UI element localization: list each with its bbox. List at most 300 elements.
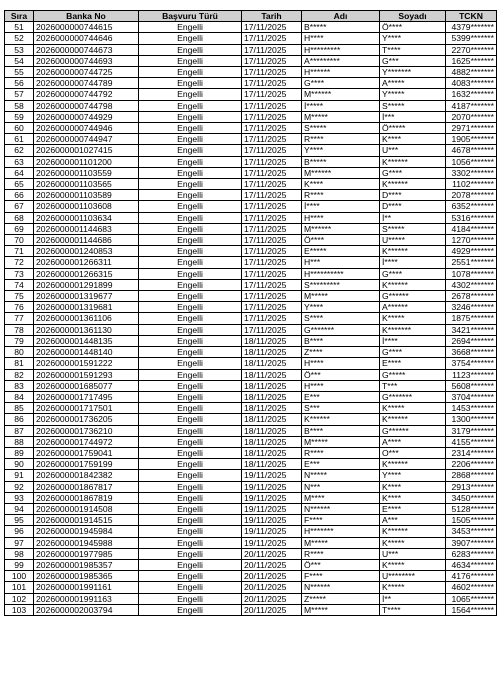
cell-sira: 75	[5, 291, 34, 302]
cell-sira: 65	[5, 179, 34, 190]
cell-basvuru-turu: Engelli	[139, 582, 242, 593]
cell-tckn: 2694*******	[446, 335, 497, 346]
cell-tckn: 6352*******	[446, 201, 497, 212]
cell-tarih: 19/11/2025	[242, 503, 302, 514]
cell-soyadi: K*****	[380, 403, 446, 414]
cell-sira: 73	[5, 268, 34, 279]
cell-basvuru-turu: Engelli	[139, 324, 242, 335]
cell-sira: 96	[5, 526, 34, 537]
cell-soyadi: Ö*****	[380, 123, 446, 134]
cell-sira: 59	[5, 111, 34, 122]
table-row	[5, 559, 497, 570]
cell-banka-no: 2026000001759199	[34, 459, 139, 470]
cell-adi: H**********	[302, 268, 380, 279]
table-row	[5, 190, 497, 201]
cell-basvuru-turu: Engelli	[139, 335, 242, 346]
cell-soyadi: İ**	[380, 593, 446, 604]
cell-tckn: 6283*******	[446, 548, 497, 559]
cell-sira: 55	[5, 67, 34, 78]
cell-basvuru-turu: Engelli	[139, 167, 242, 178]
cell-basvuru-turu: Engelli	[139, 470, 242, 481]
table-row	[5, 167, 497, 178]
cell-tckn: 4187*******	[446, 100, 497, 111]
cell-banka-no: 2026000001736210	[34, 425, 139, 436]
cell-sira: 97	[5, 537, 34, 548]
cell-soyadi: K******	[380, 414, 446, 425]
cell-banka-no: 2026000001991163	[34, 593, 139, 604]
cell-soyadi: D****	[380, 201, 446, 212]
cell-tarih: 17/11/2025	[242, 223, 302, 234]
table-row	[5, 268, 497, 279]
table-row	[5, 492, 497, 503]
cell-sira: 66	[5, 190, 34, 201]
cell-soyadi: İ****	[380, 257, 446, 268]
cell-basvuru-turu: Engelli	[139, 436, 242, 447]
cell-basvuru-turu: Engelli	[139, 593, 242, 604]
cell-soyadi: G*****	[380, 369, 446, 380]
cell-banka-no: 2026000000744646	[34, 33, 139, 44]
cell-banka-no: 2026000000744615	[34, 22, 139, 33]
table-row	[5, 515, 497, 526]
cell-sira: 79	[5, 335, 34, 346]
cell-tarih: 17/11/2025	[242, 156, 302, 167]
cell-sira: 68	[5, 212, 34, 223]
cell-tckn: 2971*******	[446, 123, 497, 134]
cell-soyadi: K****	[380, 492, 446, 503]
cell-banka-no: 2026000001144683	[34, 223, 139, 234]
cell-tarih: 17/11/2025	[242, 111, 302, 122]
cell-basvuru-turu: Engelli	[139, 246, 242, 257]
cell-tarih: 17/11/2025	[242, 67, 302, 78]
table-row	[5, 201, 497, 212]
cell-tckn: 1505*******	[446, 515, 497, 526]
cell-soyadi: A***	[380, 515, 446, 526]
header-tckn: TCKN	[446, 11, 497, 22]
table-row	[5, 179, 497, 190]
cell-banka-no: 2026000001591293	[34, 369, 139, 380]
table-body	[5, 22, 497, 616]
cell-soyadi: K*****	[380, 313, 446, 324]
cell-sira: 83	[5, 380, 34, 391]
cell-tckn: 2314*******	[446, 447, 497, 458]
cell-soyadi: Y****	[380, 33, 446, 44]
table-row	[5, 380, 497, 391]
table-row	[5, 33, 497, 44]
header-adi: Adı	[302, 11, 380, 22]
cell-basvuru-turu: Engelli	[139, 537, 242, 548]
cell-tarih: 19/11/2025	[242, 470, 302, 481]
cell-banka-no: 2026000000744789	[34, 78, 139, 89]
cell-soyadi: T****	[380, 604, 446, 615]
cell-tarih: 19/11/2025	[242, 481, 302, 492]
table-row	[5, 67, 497, 78]
cell-sira: 58	[5, 100, 34, 111]
cell-banka-no: 2026000001991161	[34, 582, 139, 593]
cell-adi: H****	[302, 358, 380, 369]
cell-basvuru-turu: Engelli	[139, 201, 242, 212]
cell-sira: 102	[5, 593, 34, 604]
cell-tckn: 1905*******	[446, 134, 497, 145]
table-row	[5, 223, 497, 234]
cell-adi: Y****	[302, 145, 380, 156]
cell-adi: R****	[302, 190, 380, 201]
cell-tckn: 1300*******	[446, 414, 497, 425]
cell-sira: 62	[5, 145, 34, 156]
cell-banka-no: 2026000001266315	[34, 268, 139, 279]
cell-sira: 80	[5, 347, 34, 358]
cell-tckn: 3668*******	[446, 347, 497, 358]
cell-tckn: 4155*******	[446, 436, 497, 447]
cell-basvuru-turu: Engelli	[139, 481, 242, 492]
cell-soyadi: Ö****	[380, 22, 446, 33]
cell-adi: K******	[302, 414, 380, 425]
cell-soyadi: S*****	[380, 100, 446, 111]
cell-tckn: 5316*******	[446, 212, 497, 223]
cell-tckn: 4929*******	[446, 246, 497, 257]
cell-banka-no: 2026000000744673	[34, 44, 139, 55]
cell-soyadi: U********	[380, 571, 446, 582]
cell-tarih: 18/11/2025	[242, 347, 302, 358]
cell-soyadi: G*******	[380, 391, 446, 402]
cell-basvuru-turu: Engelli	[139, 447, 242, 458]
cell-tckn: 1270*******	[446, 235, 497, 246]
cell-tarih: 20/11/2025	[242, 559, 302, 570]
cell-sira: 91	[5, 470, 34, 481]
cell-basvuru-turu: Engelli	[139, 380, 242, 391]
cell-tarih: 17/11/2025	[242, 291, 302, 302]
cell-soyadi: K*****	[380, 582, 446, 593]
cell-adi: N******	[302, 582, 380, 593]
cell-adi: Z*****	[302, 593, 380, 604]
cell-tarih: 20/11/2025	[242, 593, 302, 604]
cell-banka-no: 2026000001977985	[34, 548, 139, 559]
cell-sira: 56	[5, 78, 34, 89]
cell-soyadi: E****	[380, 358, 446, 369]
cell-basvuru-turu: Engelli	[139, 279, 242, 290]
cell-banka-no: 2026000000744929	[34, 111, 139, 122]
cell-tckn: 4379*******	[446, 22, 497, 33]
cell-tarih: 20/11/2025	[242, 548, 302, 559]
cell-tckn: 5608*******	[446, 380, 497, 391]
table-row	[5, 503, 497, 514]
cell-soyadi: Y*******	[380, 67, 446, 78]
cell-adi: R****	[302, 447, 380, 458]
table-row	[5, 425, 497, 436]
cell-sira: 85	[5, 403, 34, 414]
cell-tckn: 2913*******	[446, 481, 497, 492]
cell-soyadi: K******	[380, 156, 446, 167]
table-row	[5, 212, 497, 223]
cell-tckn: 2070*******	[446, 111, 497, 122]
cell-tckn: 3302*******	[446, 167, 497, 178]
cell-banka-no: 2026000001736205	[34, 414, 139, 425]
table-row	[5, 604, 497, 615]
cell-adi: Y****	[302, 302, 380, 313]
cell-tckn: 4176*******	[446, 571, 497, 582]
cell-tckn: 1632*******	[446, 89, 497, 100]
cell-basvuru-turu: Engelli	[139, 89, 242, 100]
cell-basvuru-turu: Engelli	[139, 503, 242, 514]
cell-basvuru-turu: Engelli	[139, 22, 242, 33]
cell-banka-no: 2026000000744798	[34, 100, 139, 111]
cell-banka-no: 2026000001101200	[34, 156, 139, 167]
table-row	[5, 22, 497, 33]
cell-adi: H******	[302, 67, 380, 78]
cell-banka-no: 2026000001361130	[34, 324, 139, 335]
cell-banka-no: 2026000002003794	[34, 604, 139, 615]
cell-sira: 70	[5, 235, 34, 246]
cell-tarih: 17/11/2025	[242, 55, 302, 66]
cell-soyadi: G******	[380, 291, 446, 302]
header-sira: Sıra	[5, 11, 34, 22]
table-row	[5, 470, 497, 481]
cell-adi: M****	[302, 492, 380, 503]
cell-soyadi: K*****	[380, 559, 446, 570]
table-row	[5, 302, 497, 313]
cell-tarih: 18/11/2025	[242, 436, 302, 447]
cell-soyadi: U***	[380, 548, 446, 559]
cell-soyadi: U***	[380, 145, 446, 156]
cell-banka-no: 2026000001717495	[34, 391, 139, 402]
cell-tckn: 4882*******	[446, 67, 497, 78]
cell-banka-no: 2026000001361106	[34, 313, 139, 324]
cell-basvuru-turu: Engelli	[139, 55, 242, 66]
cell-adi: İ****	[302, 201, 380, 212]
cell-sira: 84	[5, 391, 34, 402]
table-row	[5, 335, 497, 346]
cell-basvuru-turu: Engelli	[139, 78, 242, 89]
cell-sira: 52	[5, 33, 34, 44]
cell-basvuru-turu: Engelli	[139, 548, 242, 559]
cell-adi: N******	[302, 503, 380, 514]
cell-tckn: 1875*******	[446, 313, 497, 324]
cell-tckn: 4302*******	[446, 279, 497, 290]
cell-basvuru-turu: Engelli	[139, 134, 242, 145]
cell-adi: S*********	[302, 279, 380, 290]
cell-tckn: 1453*******	[446, 403, 497, 414]
cell-adi: H****	[302, 380, 380, 391]
cell-tarih: 17/11/2025	[242, 145, 302, 156]
cell-adi: A*********	[302, 55, 380, 66]
cell-sira: 100	[5, 571, 34, 582]
cell-tckn: 2868*******	[446, 470, 497, 481]
cell-tarih: 19/11/2025	[242, 537, 302, 548]
cell-tckn: 3704*******	[446, 391, 497, 402]
table-row	[5, 111, 497, 122]
cell-banka-no: 2026000000744792	[34, 89, 139, 100]
cell-tarih: 18/11/2025	[242, 369, 302, 380]
table-row	[5, 347, 497, 358]
cell-banka-no: 2026000001319681	[34, 302, 139, 313]
cell-soyadi: K******	[380, 179, 446, 190]
cell-basvuru-turu: Engelli	[139, 571, 242, 582]
cell-tarih: 17/11/2025	[242, 257, 302, 268]
table-row	[5, 369, 497, 380]
cell-basvuru-turu: Engelli	[139, 100, 242, 111]
cell-sira: 69	[5, 223, 34, 234]
cell-banka-no: 2026000001685077	[34, 380, 139, 391]
cell-sira: 101	[5, 582, 34, 593]
cell-basvuru-turu: Engelli	[139, 347, 242, 358]
cell-tarih: 17/11/2025	[242, 313, 302, 324]
cell-adi: M******	[302, 89, 380, 100]
cell-basvuru-turu: Engelli	[139, 459, 242, 470]
cell-soyadi: O***	[380, 447, 446, 458]
cell-sira: 74	[5, 279, 34, 290]
cell-soyadi: K****	[380, 481, 446, 492]
cell-basvuru-turu: Engelli	[139, 212, 242, 223]
table-row	[5, 391, 497, 402]
header-banka-no: Banka No	[34, 11, 139, 22]
cell-tckn: 3450*******	[446, 492, 497, 503]
cell-adi: G****	[302, 78, 380, 89]
cell-soyadi: İ**	[380, 212, 446, 223]
header-row	[5, 11, 497, 22]
cell-banka-no: 2026000001319677	[34, 291, 139, 302]
cell-tckn: 3907*******	[446, 537, 497, 548]
cell-adi: M*****	[302, 436, 380, 447]
cell-soyadi: S*****	[380, 223, 446, 234]
cell-banka-no: 2026000000744946	[34, 123, 139, 134]
cell-sira: 57	[5, 89, 34, 100]
cell-adi: Z****	[302, 347, 380, 358]
cell-basvuru-turu: Engelli	[139, 526, 242, 537]
cell-adi: E***	[302, 391, 380, 402]
cell-banka-no: 2026000001291899	[34, 279, 139, 290]
cell-tarih: 18/11/2025	[242, 459, 302, 470]
table-row	[5, 123, 497, 134]
cell-sira: 60	[5, 123, 34, 134]
table-row	[5, 459, 497, 470]
cell-tckn: 4083*******	[446, 78, 497, 89]
cell-banka-no: 2026000001103559	[34, 167, 139, 178]
cell-banka-no: 2026000001867817	[34, 481, 139, 492]
cell-tckn: 5128*******	[446, 503, 497, 514]
cell-sira: 81	[5, 358, 34, 369]
table-row	[5, 134, 497, 145]
cell-adi: H*********	[302, 44, 380, 55]
cell-sira: 86	[5, 414, 34, 425]
cell-tckn: 1123*******	[446, 369, 497, 380]
cell-sira: 63	[5, 156, 34, 167]
cell-tckn: 1102*******	[446, 179, 497, 190]
cell-soyadi: G***	[380, 55, 446, 66]
cell-banka-no: 2026000001103589	[34, 190, 139, 201]
cell-tckn: 2078*******	[446, 190, 497, 201]
cell-sira: 90	[5, 459, 34, 470]
cell-sira: 93	[5, 492, 34, 503]
cell-basvuru-turu: Engelli	[139, 33, 242, 44]
cell-soyadi: U*****	[380, 235, 446, 246]
cell-tckn: 1065*******	[446, 593, 497, 604]
cell-tarih: 17/11/2025	[242, 212, 302, 223]
cell-soyadi: K*****	[380, 537, 446, 548]
cell-tckn: 1056*******	[446, 156, 497, 167]
cell-adi: M*****	[302, 291, 380, 302]
header-tarih: Tarih	[242, 11, 302, 22]
cell-basvuru-turu: Engelli	[139, 358, 242, 369]
header-basvuru-turu: Başvuru Türü	[139, 11, 242, 22]
cell-adi: H***	[302, 257, 380, 268]
cell-tarih: 17/11/2025	[242, 123, 302, 134]
table-row	[5, 358, 497, 369]
cell-banka-no: 2026000001448140	[34, 347, 139, 358]
cell-banka-no: 2026000001867819	[34, 492, 139, 503]
cell-tarih: 17/11/2025	[242, 190, 302, 201]
cell-tckn: 4678*******	[446, 145, 497, 156]
table-row	[5, 403, 497, 414]
cell-sira: 95	[5, 515, 34, 526]
cell-soyadi: Y*****	[380, 89, 446, 100]
cell-banka-no: 2026000001591222	[34, 358, 139, 369]
cell-tarih: 18/11/2025	[242, 447, 302, 458]
cell-sira: 67	[5, 201, 34, 212]
cell-tarih: 17/11/2025	[242, 324, 302, 335]
cell-tarih: 17/11/2025	[242, 268, 302, 279]
cell-tarih: 17/11/2025	[242, 302, 302, 313]
cell-adi: M******	[302, 167, 380, 178]
cell-basvuru-turu: Engelli	[139, 223, 242, 234]
cell-banka-no: 2026000001103634	[34, 212, 139, 223]
cell-soyadi: G****	[380, 347, 446, 358]
cell-adi: F****	[302, 515, 380, 526]
cell-basvuru-turu: Engelli	[139, 414, 242, 425]
cell-adi: H****	[302, 212, 380, 223]
cell-soyadi: G****	[380, 268, 446, 279]
cell-tarih: 18/11/2025	[242, 335, 302, 346]
cell-soyadi: T***	[380, 380, 446, 391]
cell-adi: M******	[302, 223, 380, 234]
cell-tarih: 17/11/2025	[242, 89, 302, 100]
cell-sira: 76	[5, 302, 34, 313]
table-row	[5, 481, 497, 492]
table-row	[5, 571, 497, 582]
table-row	[5, 156, 497, 167]
cell-tarih: 18/11/2025	[242, 425, 302, 436]
cell-tarih: 18/11/2025	[242, 414, 302, 425]
table-row	[5, 582, 497, 593]
cell-adi: G*******	[302, 324, 380, 335]
cell-soyadi: K******	[380, 279, 446, 290]
table-row	[5, 257, 497, 268]
cell-adi: S****	[302, 313, 380, 324]
cell-basvuru-turu: Engelli	[139, 291, 242, 302]
cell-tarih: 18/11/2025	[242, 391, 302, 402]
cell-tarih: 17/11/2025	[242, 246, 302, 257]
cell-adi: R****	[302, 134, 380, 145]
cell-soyadi: A*****	[380, 78, 446, 89]
cell-soyadi: K******	[380, 246, 446, 257]
cell-tarih: 17/11/2025	[242, 235, 302, 246]
cell-banka-no: 2026000001266311	[34, 257, 139, 268]
cell-tckn: 3179*******	[446, 425, 497, 436]
cell-adi: B****	[302, 425, 380, 436]
cell-banka-no: 2026000001985365	[34, 571, 139, 582]
cell-banka-no: 2026000001842382	[34, 470, 139, 481]
cell-adi: M*****	[302, 111, 380, 122]
cell-basvuru-turu: Engelli	[139, 123, 242, 134]
cell-basvuru-turu: Engelli	[139, 403, 242, 414]
cell-tckn: 2678*******	[446, 291, 497, 302]
cell-adi: S*****	[302, 123, 380, 134]
cell-adi: Ö****	[302, 235, 380, 246]
cell-adi: M*****	[302, 537, 380, 548]
cell-tarih: 17/11/2025	[242, 33, 302, 44]
cell-soyadi: Y****	[380, 470, 446, 481]
cell-adi: F****	[302, 571, 380, 582]
cell-banka-no: 2026000001914508	[34, 503, 139, 514]
cell-basvuru-turu: Engelli	[139, 44, 242, 55]
